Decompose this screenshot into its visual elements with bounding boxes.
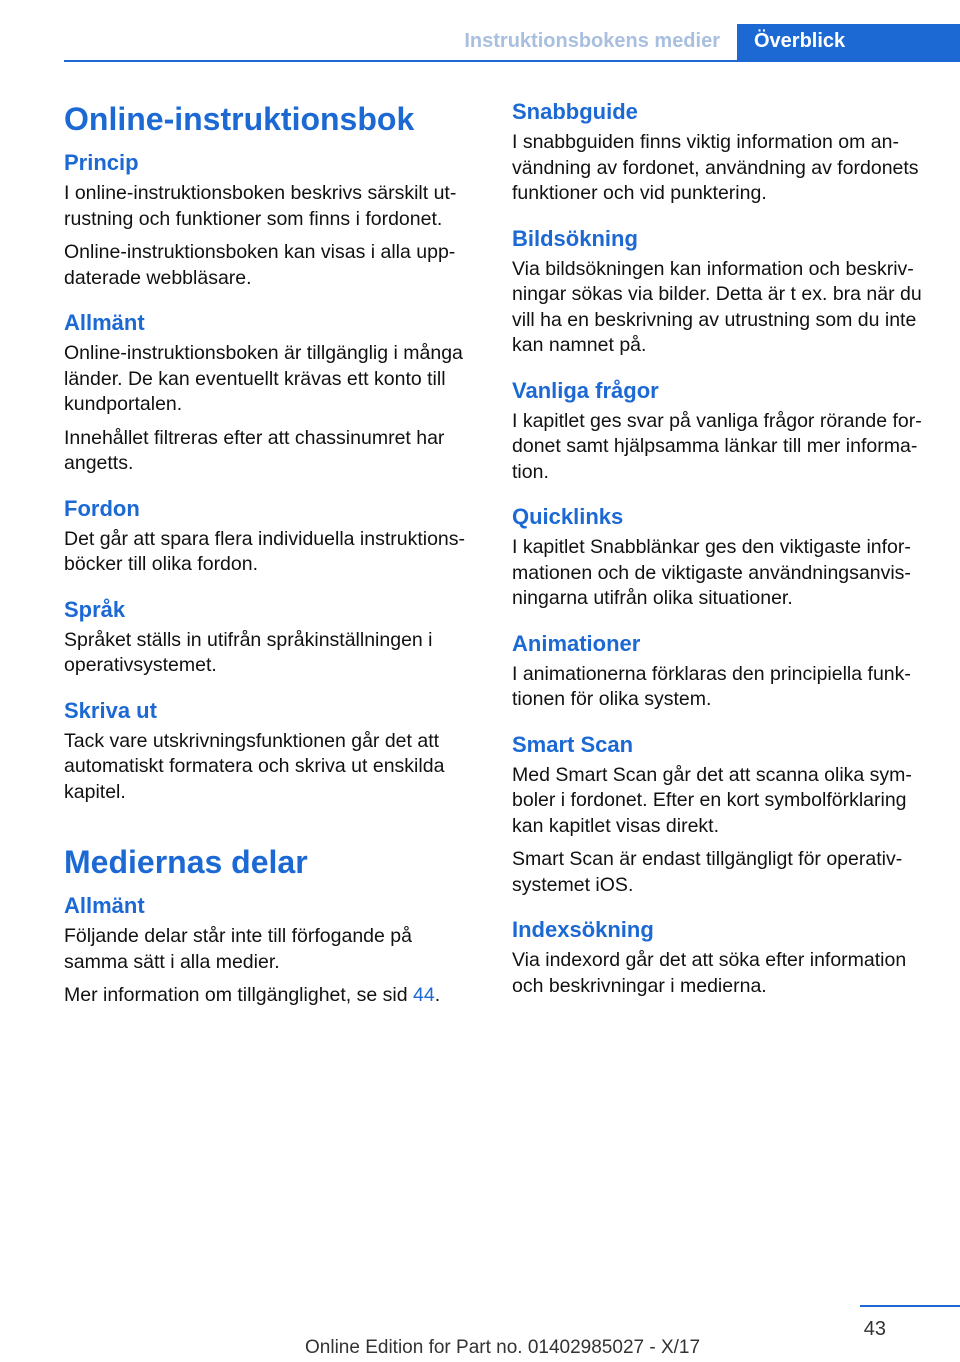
header-rule (64, 60, 960, 62)
paragraph: I online-instruktionsboken beskrivs särskilt ut-rustning och funktioner som finns i fordonet. (64, 182, 457, 230)
paragraph: Följande delar står inte till förfogande på samma sätt i alla medier. (64, 925, 412, 973)
heading-snabbguide: Snabbguide (512, 99, 638, 124)
paragraph: Språket ställs in utifrån språkinställningen i operativsystemet. (64, 628, 433, 676)
heading-bildsokning: Bildsökning (512, 225, 638, 251)
paragraph: Online-instruktionsboken är tillgänglig i många länder. De kan eventuellt krävas ett konto till kundportalen. (64, 342, 463, 415)
heading-sprak: Språk (64, 596, 126, 622)
paragraph: Tack vare utskrivningsfunktionen går det att automatiskt formatera och skriva ut enskilda kapitel. (64, 729, 445, 803)
paragraph: I kapitlet Snabblänkar ges den viktigaste infor-mationen och de viktigaste användningsanvis-ningarna utifrån olika situationer. (512, 536, 911, 609)
paragraph: I animationerna förklaras den principiella funk-tionen för olika system. (512, 662, 911, 710)
paragraph-end: . (434, 984, 441, 1006)
paragraph: Smart Scan är endast tillgängligt för operativ-systemet iOS. (512, 848, 903, 896)
heading-princip: Princip (64, 150, 139, 175)
heading-allmant: Allmänt (64, 310, 145, 335)
heading-indexsokning: Indexsökning (512, 917, 654, 942)
footer-rule (860, 1305, 960, 1307)
paragraph: Innehållet filtreras efter att chassinumret har angetts. (64, 426, 445, 474)
page-title: Online-instruktionsbok (64, 101, 415, 137)
paragraph: Det går att spara flera individuella instruktions-böcker till olika fordon. (64, 527, 466, 575)
heading-allmant-2: Allmänt (64, 893, 145, 918)
page-reference-link[interactable]: 44 (413, 984, 435, 1006)
paragraph: Online-instruktionsboken kan visas i alla upp-daterade webbläsare. (64, 241, 456, 289)
right-column (512, 98, 926, 1007)
left-column (64, 98, 478, 1017)
paragraph: Med Smart Scan går det att scanna olika sym-boler i fordonet. Efter en kort symbolförklaring kan kapitlet visas direkt. (512, 763, 912, 837)
header-section-title: Instruktionsbokens medier (464, 30, 720, 52)
header-chapter-tab: Överblick (737, 24, 960, 62)
paragraph: I snabbguiden finns viktig information om an-vändning av fordonet, användning av fordonets funktioner och vid punktering. (512, 131, 919, 204)
heading-animationer: Animationer (512, 630, 641, 656)
heading-smart-scan: Smart Scan (512, 731, 634, 757)
heading-vanliga-fragor: Vanliga frågor (512, 377, 659, 403)
paragraph-with-link (64, 983, 478, 1009)
paragraph-text: Mer information om tillgänglighet, se sid (64, 984, 413, 1006)
paragraph: Via bildsökningen kan information och beskriv-ningar sökas via bilder. Detta är t ex. bra när du vill ha en beskrivning av utrustning som du inte kan namnet på. (512, 257, 922, 356)
heading-fordon: Fordon (64, 495, 140, 521)
page-number: 43 (863, 1318, 886, 1340)
heading-skriva-ut: Skriva ut (64, 697, 157, 723)
paragraph: I kapitlet ges svar på vanliga frågor rörande for-donet samt hjälpsamma länkar till mer informa-tion. (512, 409, 922, 483)
section-title-mediernas-delar: Mediernas delar (64, 844, 308, 880)
edition-footer: Online Edition for Part no. 01402985027 - X/17 (305, 1337, 701, 1358)
paragraph: Via indexord går det att söka efter information och beskrivningar i medierna. (512, 949, 907, 997)
heading-quicklinks: Quicklinks (512, 504, 624, 529)
